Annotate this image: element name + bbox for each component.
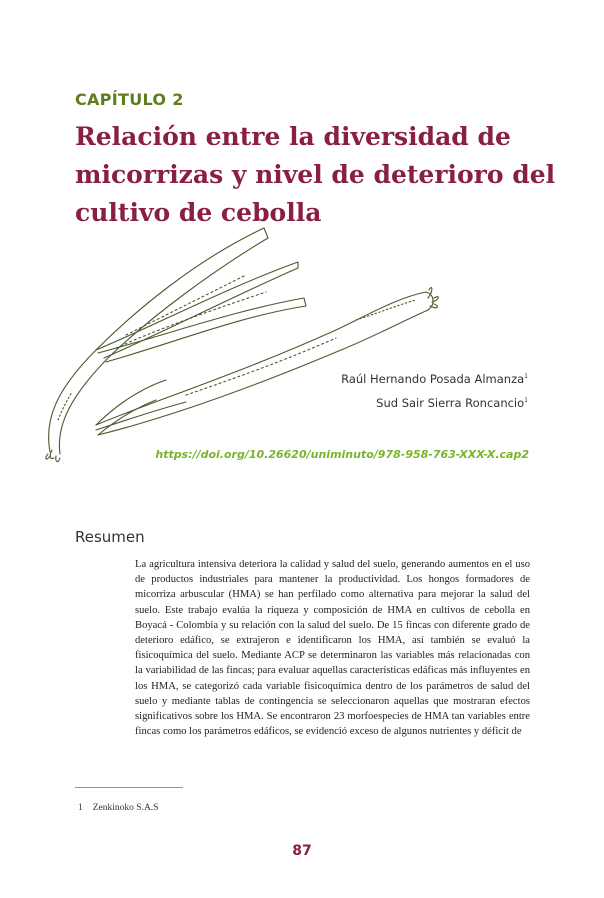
doi-link[interactable]: https://doi.org/10.26620/uniminuto/978-958-763-XXX-X.cap2 bbox=[155, 448, 529, 461]
resumen-text: La agricultura intensiva deteriora la calidad y salud del suelo, generando aumentos en el uso de productos industriales para mantener la productividad. Los hongos formadores de micorriza arbuscular (HMA) se han perfilado como alternativa para mejorar la salud del suelo. Este trabajo evalúa la riqueza y composición de HMA en cultivos de cebolla en Boyacá - Colombia y su relación con la salud del suelo. De 15 fincas con diferente grado de deterioro edáfico, se extrajeron e identificaron los HMA, así también se evaluó la fisicoquímica del suelo. Mediante ACP se determinaron las variables más relacionadas con la variabilidad de las fincas; para evaluar aquellas características edáficas más influyentes en los HMA, se categorizó cada variable fisicoquímica dentro de los parámetros de salud del suelo y mediante tablas de contingencia se seleccionaron aquellas que mostraran efectos significativos sobre los HMA. Se encontraron 23 morfoespecies de HMA tan variables entre fincas como los parámetros edáficos, se evidenció exceso de algunos nutrientes y déficit de bbox=[135, 559, 530, 738]
footnote-divider bbox=[75, 787, 183, 788]
footnote-number: 1 bbox=[78, 803, 83, 813]
author-1-footnote-mark: 1 bbox=[524, 373, 528, 380]
author-2-footnote-mark: 1 bbox=[524, 396, 528, 404]
chapter-title bbox=[75, 118, 556, 232]
authors-block bbox=[341, 366, 528, 414]
author-1: Raúl Hernando Posada Almanza$^1$ bbox=[341, 371, 528, 386]
footnote bbox=[78, 803, 158, 813]
chapter-label: CAPÍTULO 2 bbox=[75, 90, 184, 109]
onion-sketch-icon bbox=[36, 220, 446, 470]
author-2: Sud Sair Sierra Roncancio$^1$ bbox=[376, 395, 528, 410]
footnote-text: Zenkinoko S.A.S bbox=[92, 803, 159, 813]
resumen-heading: Resumen bbox=[75, 528, 145, 546]
chapter-title-line-2: micorrizas y nivel de deterioro del bbox=[75, 160, 556, 189]
page-number: 87 bbox=[292, 843, 312, 859]
chapter-title-line-1: Relación entre la diversidad de bbox=[75, 122, 511, 151]
chapter-title-line-3: cultivo de cebolla bbox=[75, 198, 322, 227]
onion-left-illustration bbox=[46, 228, 306, 462]
